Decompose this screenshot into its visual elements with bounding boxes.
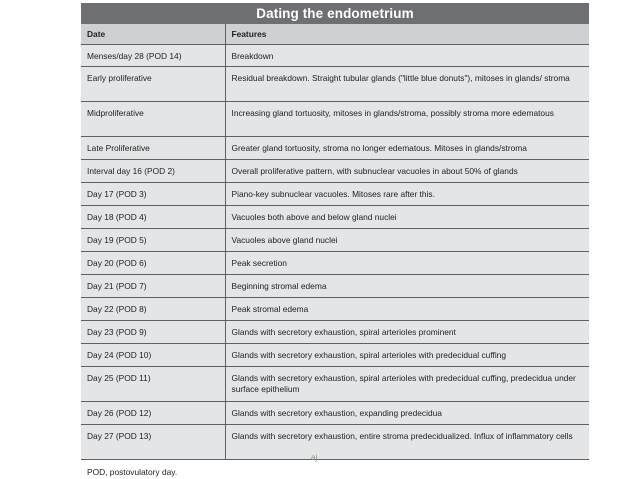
features-cell: Glands with secretory exhaustion, spiral arterioles with predecidual cuffing — [225, 344, 589, 367]
watermark-text: aj — [311, 453, 318, 462]
date-cell: Day 20 (POD 6) — [81, 252, 225, 275]
features-cell: Breakdown — [225, 45, 589, 67]
dating-table — [81, 24, 589, 460]
table-row — [81, 102, 589, 137]
features-cell: Vacuoles above gland nuclei — [225, 229, 589, 252]
table-title: Dating the endometrium — [81, 3, 589, 24]
header-row — [81, 24, 589, 45]
table-row — [81, 321, 589, 344]
table-row — [81, 252, 589, 275]
features-column-header: Features — [225, 24, 589, 45]
date-cell: Day 21 (POD 7) — [81, 275, 225, 298]
features-cell: Residual breakdown. Straight tubular glands ("little blue donuts"), mitoses in glands/ stroma — [225, 67, 589, 102]
features-cell: Beginning stromal edema — [225, 275, 589, 298]
date-cell: Day 24 (POD 10) — [81, 344, 225, 367]
table-row — [81, 344, 589, 367]
date-cell: Late Proliferative — [81, 137, 225, 160]
table-row — [81, 275, 589, 298]
features-cell: Glands with secretory exhaustion, spiral arterioles prominent — [225, 321, 589, 344]
date-cell: Midproliferative — [81, 102, 225, 137]
features-cell: Peak stromal edema — [225, 298, 589, 321]
date-cell: Day 23 (POD 9) — [81, 321, 225, 344]
features-cell: Increasing gland tortuosity, mitoses in glands/stroma, possibly stroma more edematous — [225, 102, 589, 137]
date-cell: Day 27 (POD 13) — [81, 425, 225, 460]
date-cell: Day 18 (POD 4) — [81, 206, 225, 229]
date-cell: Menses/day 28 (POD 14) — [81, 45, 225, 67]
features-cell: Glands with secretory exhaustion, spiral arterioles with predecidual cuffing, predecidua under surface epithelium — [225, 367, 589, 402]
date-cell: Day 25 (POD 11) — [81, 367, 225, 402]
table-row — [81, 183, 589, 206]
features-cell: Greater gland tortuosity, stroma no longer edematous. Mitoses in glands/stroma — [225, 137, 589, 160]
table-row — [81, 45, 589, 67]
features-cell: Peak secretion — [225, 252, 589, 275]
table-row — [81, 206, 589, 229]
date-cell: Day 17 (POD 3) — [81, 183, 225, 206]
table-footnote: POD, postovulatory day. — [81, 460, 589, 477]
date-cell: Interval day 16 (POD 2) — [81, 160, 225, 183]
date-cell: Day 26 (POD 12) — [81, 402, 225, 425]
features-cell: Glands with secretory exhaustion, expanding predecidua — [225, 402, 589, 425]
table-row — [81, 298, 589, 321]
endometrium-table-figure — [81, 3, 589, 479]
table-row — [81, 425, 589, 460]
date-cell: Early proliferative — [81, 67, 225, 102]
features-cell: Glands with secretory exhaustion, entire stroma predecidualized. Influx of inflammatory cells — [225, 425, 589, 460]
date-cell: Day 19 (POD 5) — [81, 229, 225, 252]
table-row — [81, 160, 589, 183]
table-row — [81, 229, 589, 252]
table-row — [81, 367, 589, 402]
features-cell: Overall proliferative pattern, with subnuclear vacuoles in about 50% of glands — [225, 160, 589, 183]
table-row — [81, 402, 589, 425]
features-cell: Vacuoles both above and below gland nuclei — [225, 206, 589, 229]
table-row — [81, 137, 589, 160]
date-column-header: Date — [81, 24, 225, 45]
date-cell: Day 22 (POD 8) — [81, 298, 225, 321]
features-cell: Piano-key subnuclear vacuoles. Mitoses rare after this. — [225, 183, 589, 206]
table-row — [81, 67, 589, 102]
